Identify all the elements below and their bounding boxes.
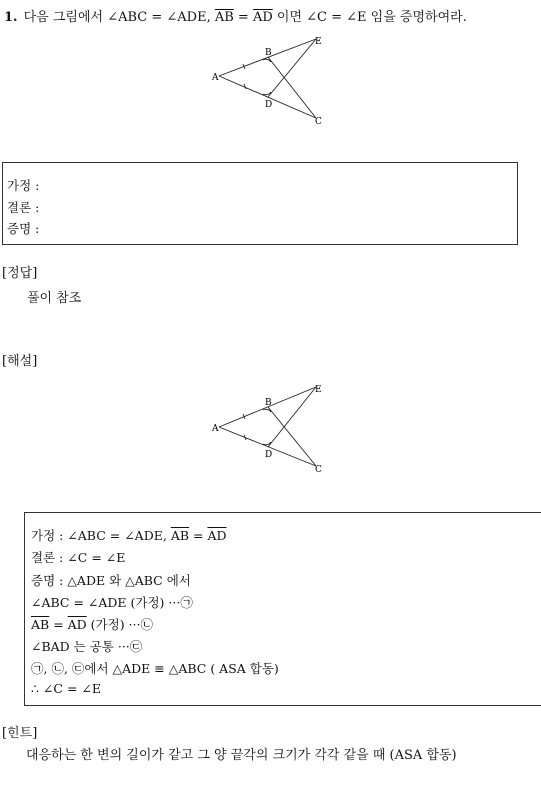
label-b: B [265,48,272,58]
proof-line-side [31,615,153,633]
conclusion-label: 결론 : [7,200,40,215]
segment-ab: $\overline{AB}$ [214,10,234,25]
line-bc [268,57,316,118]
question-equals: = [233,10,253,25]
label-a: A [212,424,219,434]
hint-heading: [힌트] [2,726,38,741]
answer-text: 풀이 참조 [27,291,82,306]
question-line [4,6,467,25]
label-b: B [265,398,272,408]
given-label: 가정 : [7,178,40,193]
segment-ad: $\overline{AD}$ [252,10,273,25]
question-text-before: 다음 그림에서 ∠ABC = ∠ADE, [23,10,215,25]
equals-sign: = [189,528,208,543]
equals-sign: = [49,617,68,632]
answer-heading: [정답] [2,266,38,281]
proof-line-angle: ∠ABC = ∠ADE (가정) ···㉠ [31,595,193,610]
label-d: D [265,450,273,460]
hint-text: 대응하는 한 변의 길이가 같고 그 양 끝각의 크기가 각각 같을 때 (ASA 합동) [26,748,457,763]
segment-ab: $\overline{AB}$ [170,528,190,543]
proof-label: 증명 : [7,221,40,236]
proof-line-congruence: ㉠, ㉡, ㉢에서 △ADE ≡ △ABC ( ASA 합동) [31,661,279,676]
label-c: C [315,117,322,125]
label-e: E [315,385,322,395]
line-de [268,387,316,447]
proof-line-common: ∠BAD 는 공통 ···㉢ [31,639,143,654]
proof-line-therefore: ∴ ∠C = ∠E [31,681,101,696]
line-ac [219,427,316,466]
proof-box [24,512,541,706]
proof-line-conclusion: 결론 : ∠C = ∠E [31,550,126,565]
geometry-figure-1 [205,33,335,125]
label-e: E [315,37,322,47]
label-c: C [315,465,322,472]
answer-blank-box [2,162,518,245]
given-prefix: 가정 : ∠ABC = ∠ADE, [31,528,171,543]
proof-line-given [31,526,227,544]
segment-ad: $\overline{AD}$ [67,617,87,632]
geometry-figure-2 [205,380,335,472]
segment-ab: $\overline{AB}$ [31,617,50,632]
line-ac [219,76,316,118]
question-number: 1. [4,10,18,25]
label-a: A [212,73,219,83]
proof-line-intro: 증명 : △ADE 와 △ABC 에서 [31,573,191,588]
question-text-after: 이면 ∠C = ∠E 임을 증명하여라. [272,10,467,25]
side-suffix: (가정) ···㉡ [86,617,153,632]
line-bc [268,407,316,466]
segment-ad: $\overline{AD}$ [207,528,227,543]
label-d: D [265,100,273,110]
explanation-heading: [해설] [2,354,38,369]
